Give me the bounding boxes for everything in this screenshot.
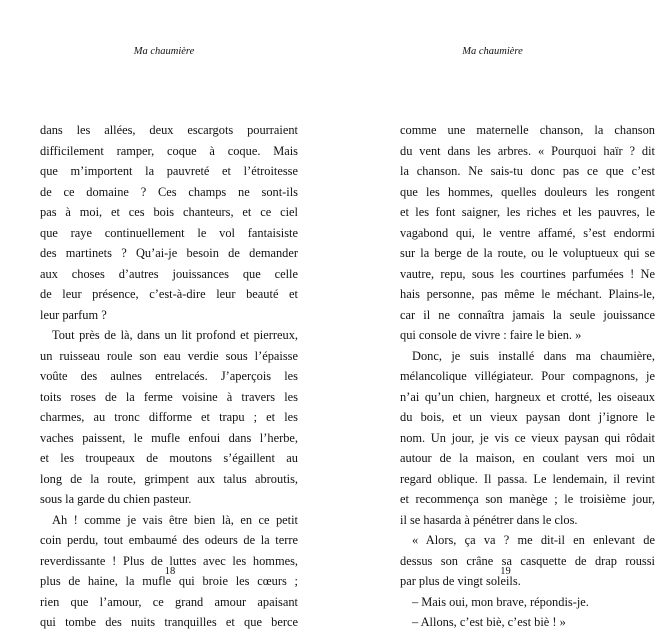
text-line: hais personne, pas même le méchant. Plains-le,: [400, 287, 655, 301]
text-line: autour de la maison, en coulant vers moi un: [400, 451, 655, 465]
text-line: vautre, repu, sous les courtines parfumées ! Ne: [400, 266, 655, 281]
text-line: aux choses d’autres jouissances que celle: [40, 266, 298, 281]
text-line: comme une maternelle chanson, la chanson: [400, 123, 655, 137]
text-line: qui console de vivre : faire le bien. »: [400, 328, 582, 342]
text-line: difficilement ramper, coque à coque. Mais: [40, 143, 298, 158]
page-number-right: 19: [500, 566, 511, 577]
running-head-right: Ma chaumière: [462, 46, 523, 57]
text-line: vaches paissent, le mufle enfoui dans l’herbe,: [40, 430, 298, 445]
text-line: et les font saigner, les riches et les pauvres, le: [400, 205, 655, 219]
text-line: plus de haine, la mufle qui broie les cœurs ;: [40, 574, 298, 588]
text-line: sur la berge de la route, ou le voluptueux qui se: [400, 246, 655, 260]
text-line: et les troupeaux de moutons s’égaillent au: [40, 451, 298, 465]
text-line: du vent dans les arbres. « Pourquoi haïr ? dit: [400, 143, 655, 158]
text-line: n’ai qu’un chien, hargneux et crotté, les oiseaux: [400, 389, 655, 404]
text-line: un ruisseau roule son eau verdie sous l’épaisse: [40, 348, 298, 363]
text-line: dans les allées, deux escargots pourraient: [40, 123, 298, 137]
text-line: il se hasarda à pénétrer dans le clos.: [400, 512, 578, 527]
text-line: que raye continuellement le vol fantaisiste: [40, 225, 298, 240]
text-line: de leur présence, c’est-à-dire leur beauté et: [40, 287, 298, 301]
text-line: de ce domaine ? Ces champs ne sont-ils: [40, 184, 298, 199]
text-line: dessus son crâne sa casquette de drap roussi: [400, 553, 655, 568]
right-page: [328, 0, 657, 629]
text-line: leur parfum ?: [40, 307, 107, 322]
page-number-left: 18: [164, 566, 176, 577]
text-line: voûte des aulnes entrelacés. J’aperçois les: [40, 369, 298, 383]
text-line: par plus de vingt soleils.: [400, 574, 521, 588]
text-line: qui tombe des nuits tranquilles et que berce: [40, 615, 298, 629]
text-line: Donc, je suis installé dans ma chaumière,: [412, 348, 655, 363]
text-line: mélancolique villégiateur. Pour compagnons, je: [400, 369, 655, 383]
text-line: long de la route, grimpent aux talus abroutis,: [40, 471, 298, 486]
running-head-left: Ma chaumière: [133, 46, 195, 57]
text-line: Tout près de là, dans un lit profond et pierreux,: [52, 328, 298, 342]
left-page-text: [40, 120, 298, 633]
text-line: toits roses de la ferme voisine à travers les: [40, 389, 298, 404]
text-line: – Mais oui, mon brave, répondis-je.: [412, 594, 589, 609]
text-line: pas à moi, et ces bois chanteurs, et ce ciel: [40, 205, 298, 219]
text-line: regard oblique. Il passa. Le lendemain, il revint: [400, 471, 655, 486]
text-line: et recommença son manège ; le troisième jour,: [400, 492, 655, 506]
right-page-text: [400, 120, 655, 633]
text-line: reverdissante ! Plus de luttes avec les hommes,: [40, 553, 298, 568]
text-line: charmes, au tronc difforme et trapu ; et les: [40, 410, 298, 424]
left-page: [0, 0, 328, 629]
text-line: vagabond qui, le ventre affamé, s’est endormi: [400, 225, 655, 240]
text-line: du bois, et un vieux paysan dont j’ignore le: [400, 410, 655, 424]
text-line: Ah ! comme je vais être bien là, en ce petit: [52, 512, 298, 527]
text-line: car il ne connaîtra jamais la seule jouissance: [400, 307, 655, 322]
text-line: que les hommes, quelles douleurs les rongent: [400, 184, 655, 199]
text-line: coin perdu, tout embaumé des odeurs de la terre: [40, 533, 298, 547]
text-line: des martinets ? Qu’ai-je besoin de demander: [40, 246, 298, 260]
text-line: la chanson. Ne sais-tu donc pas ce que c’est: [400, 164, 655, 178]
text-line: sous la garde du chien pasteur.: [40, 492, 192, 506]
text-line: « Alors, ça va ? me dit-il en enlevant de: [412, 533, 655, 547]
text-line: nom. Un jour, je vis ce vieux paysan qui rôdait: [400, 430, 655, 445]
text-line: rien que l’amour, ce grand amour apaisant: [40, 594, 298, 609]
text-line: – Allons, c’est biè, c’est biè ! »: [412, 615, 566, 629]
text-line: que m’importent la pauvreté et l’étroitesse: [40, 164, 298, 178]
